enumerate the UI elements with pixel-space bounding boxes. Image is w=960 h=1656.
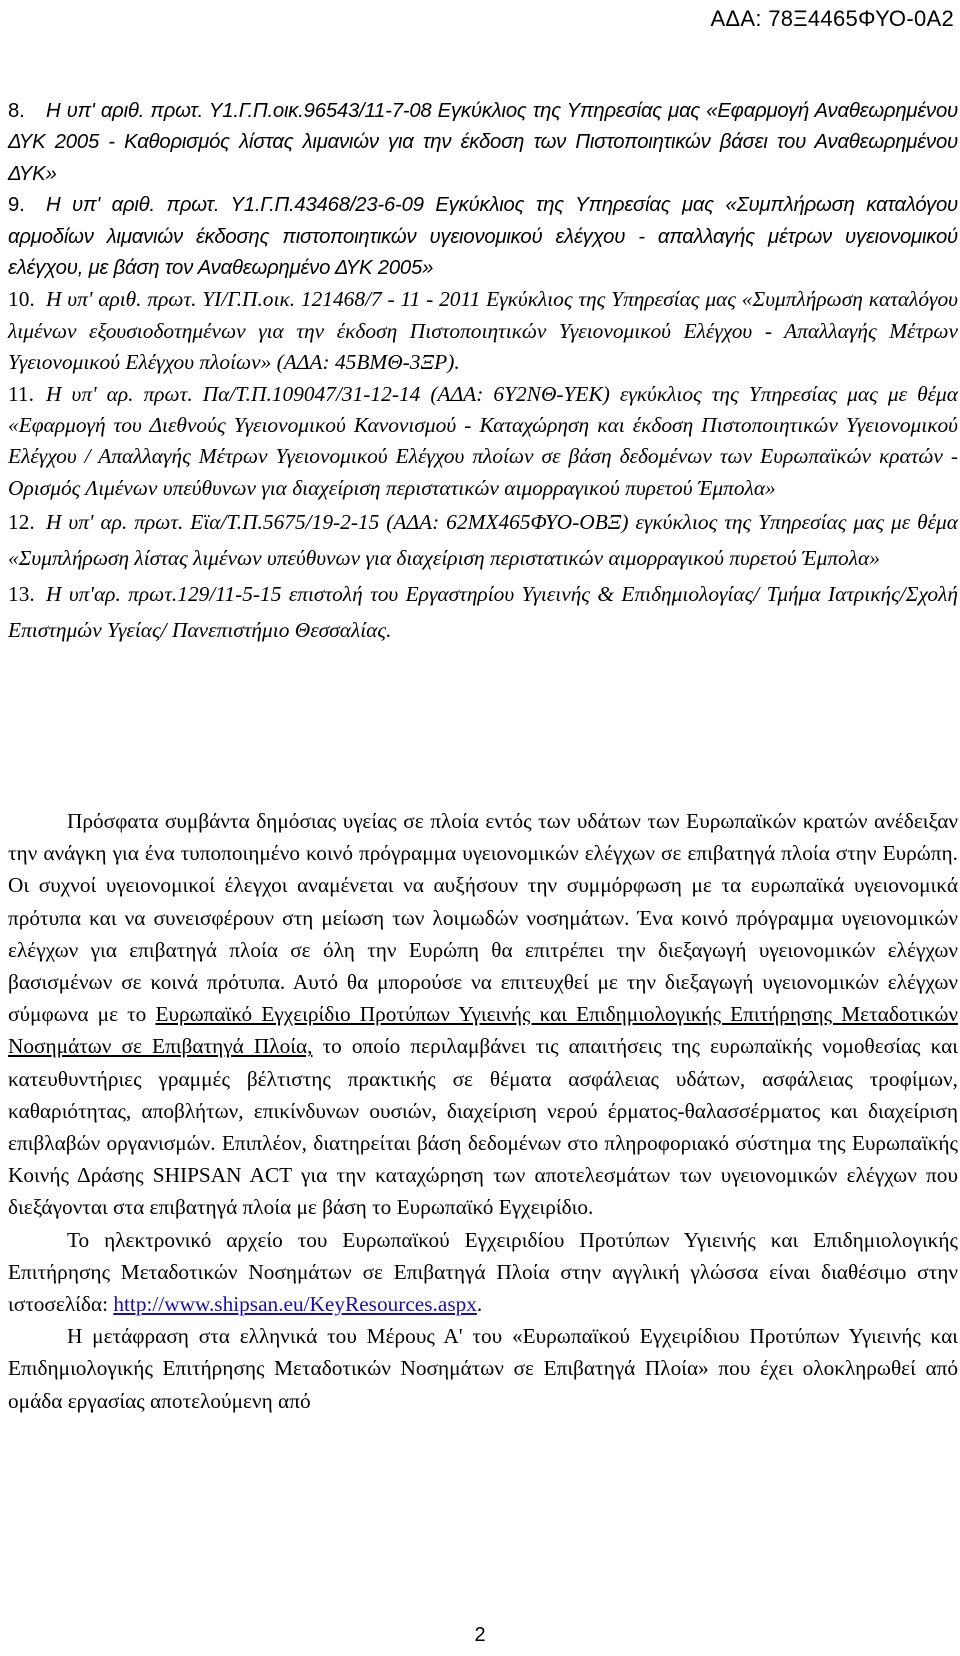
- reference-text: Η υπ' αριθ. πρωτ. ΥΙ/Γ.Π.οικ. 121468/7 - 11 - 2011 Εγκύκλιος της Υπηρεσίας μας «Συμπλήρωση καταλόγου λιμένων εξουσιοδοτημένων για την έκδοση Πιστοποιητικών Υγειονομικού Ελέγχου - Απαλλαγής Μέτρων Υγειονομικού Ελέγχου πλοίων» (ΑΔΑ: 45ΒΜΘ-3ΞΡ).: [8, 287, 958, 375]
- reference-text: Η υπ' αρ. πρωτ. Εϊα/Τ.Π.5675/19-2-15 (ΑΔΑ: 62ΜΧ465ΦΥΟ-ΟΒΞ) εγκύκλιος της Υπηρεσίας μας με θέμα «Συμπλήρωση λίστας λιμένων υπεύθυνων για διαχείριση περιστατικών αιμορραγικού πυρετού Έμπολα»: [8, 510, 958, 571]
- reference-item-10: [8, 284, 958, 378]
- reference-number: 12.: [8, 510, 35, 535]
- reference-item-13: [8, 576, 958, 648]
- reference-number: 8.: [8, 100, 25, 122]
- reference-item-11: [8, 379, 958, 505]
- reference-text: Η υπ' αριθ. πρωτ. Υ1.Γ.Π.οικ.96543/11-7-08 Εγκύκλιος της Υπηρεσίας μας «Εφαρμογή Αναθεωρημένου ΔΥΚ 2005 - Καθορισμός λίστας λιμανιών για την έκδοση των Πιστοποιητικών βάσει του Αναθεωρημένου ΔΥΚ»: [8, 100, 958, 185]
- manual-title-underlined: Ευρωπαϊκό Εγχειρίδιο Προτύπων Υγιεινής και Επιδημιολογικής Επιτήρησης Μεταδοτικών Νοσημάτων σε Επιβατηγά Πλοία,: [8, 1002, 958, 1059]
- ada-code: ΑΔΑ: 78Ξ4465ΦΥΟ-0Α2: [710, 6, 954, 31]
- body-text: [8, 805, 958, 1417]
- paragraph-translation: [8, 1320, 958, 1417]
- paragraph-inspections: [8, 805, 958, 1224]
- reference-number: 11.: [8, 381, 34, 406]
- reference-text: Η υπ' αρ. πρωτ. Πα/Τ.Π.109047/31-12-14 (ΑΔΑ: 6Υ2ΝΘ-ΥΕΚ) εγκύκλιος της Υπηρεσίας μας με θέμα «Εφαρμογή του Διεθνούς Υγειονομικού Κανονισμού - Καταχώρηση και έκδοση Πιστοποιητικών Υγειονομικού Ελέγχου / Απαλλαγής Μέτρων Υγειονομικού Ελέγχου πλοίων σε βάση δεδομένων των Ευρωπαϊκών κρατών - Ορισμός Λιμένων υπεύθυνων για διαχείριση περιστατικών αιμορραγικού πυρετού Έμπολα»: [8, 381, 958, 500]
- reference-item-12: [8, 504, 958, 576]
- reference-text: Η υπ'αρ. πρωτ.129/11-5-15 επιστολή του Εργαστηρίου Υγιεινής & Επιδημιολογίας/ Τμήμα Ιατρικής/Σχολή Επιστημών Υγείας/ Πανεπιστήμιο Θεσσαλίας.: [8, 582, 958, 643]
- paragraph-text: Η μετάφραση στα ελληνικά του Μέρους Α' του «Ευρωπαϊκού Εγχειρίδιου Προτύπων Υγιεινής και Επιδημιολογικής Επιτήρησης Μεταδοτικών Νοσημάτων σε Επιβατηγά Πλοία» που έχει ολοκληρωθεί από ομάδα εργασίας αποτελούμενη από: [8, 1324, 958, 1413]
- reference-number: 10.: [8, 287, 35, 312]
- page-number: 2: [474, 1624, 486, 1646]
- reference-text: Η υπ' αριθ. πρωτ. Υ1.Γ.Π.43468/23-6-09 Εγκύκλιος της Υπηρεσίας μας «Συμπλήρωση καταλόγου αρμοδίων λιμανιών έκδοσης πιστοποιητικών υγειονομικού ελέγχου - απαλλαγής μέτρων υγειονομικού ελέγχου, με βάση τον Αναθεωρημένο ΔΥΚ 2005»: [8, 194, 958, 280]
- reference-item-9: [8, 190, 958, 284]
- reference-list: [8, 96, 958, 648]
- reference-item-8: [8, 96, 958, 190]
- paragraph-electronic-file: [8, 1224, 958, 1321]
- reference-number: 13.: [8, 582, 35, 607]
- reference-number: 9.: [8, 194, 25, 217]
- paragraph-text: .: [476, 1292, 483, 1317]
- shipsan-link[interactable]: http://www.shipsan.eu/KeyResources.aspx: [113, 1292, 477, 1317]
- paragraph-text: το οποίο περιλαμβάνει τις απαιτήσεις της ευρωπαϊκής νομοθεσίας και κατευθυντήριες γραμμές βέλτιστης πρακτικής σε θέματα ασφάλειας υδάτων, ασφάλειας τροφίμων, καθαριότητας, αποβλήτων, επικίνδυνων ουσιών, διαχείριση νερού έρματος-θαλασσέρματος και διαχείριση επιβλαβών οργανισμών. Επιπλέον, διατηρείται βάση δεδομένων στο πληροφοριακό σύστημα της Ευρωπαϊκής Κοινής Δράσης SHIPSAN ACT για την καταχώρηση των αποτελεσμάτων των υγειονομικών ελέγχων που διεξάγονται στα επιβατηγά πλοία με βάση το Ευρωπαϊκό Εγχειρίδιο.: [8, 1034, 959, 1220]
- paragraph-text: Πρόσφατα συμβάντα δημόσιας υγείας σε πλοία εντός των υδάτων των Ευρωπαϊκών κρατών ανέδειξαν την ανάγκη για ένα τυποποιημένο κοινό πρόγραμμα υγειονομικών ελέγχων σε επιβατηγά πλοία στην Ευρώπη. Οι συχνοί υγειονομικοί έλεγχοι αναμένεται να αυξήσουν την συμμόρφωση με τα ευρωπαϊκά υγειονομικά πρότυπα και να συνεισφέρουν στη μείωση των λοιμωδών νοσημάτων. Ένα κοινό πρόγραμμα υγειονομικών ελέγχων για επιβατηγά πλοία σε όλη την Ευρώπη θα επιτρέπει την διεξαγωγή υγειονομικών ελέγχων βασισμένων σε κοινά πρότυπα. Αυτό θα μπορούσε να επιτευχθεί με την διεξαγωγή υγειονομικών ελέγχων σύμφωνα με το: [8, 809, 958, 1027]
- paragraph-text: Το ηλεκτρονικό αρχείο του Ευρωπαϊκού Εγχειριδίου Προτύπων Υγιεινής και Επιδημιολογικής Επιτήρησης Μεταδοτικών Νοσημάτων σε Επιβατηγά Πλοία στην αγγλική γλώσσα είναι διαθέσιμο στην ιστοσελίδα:: [8, 1227, 958, 1317]
